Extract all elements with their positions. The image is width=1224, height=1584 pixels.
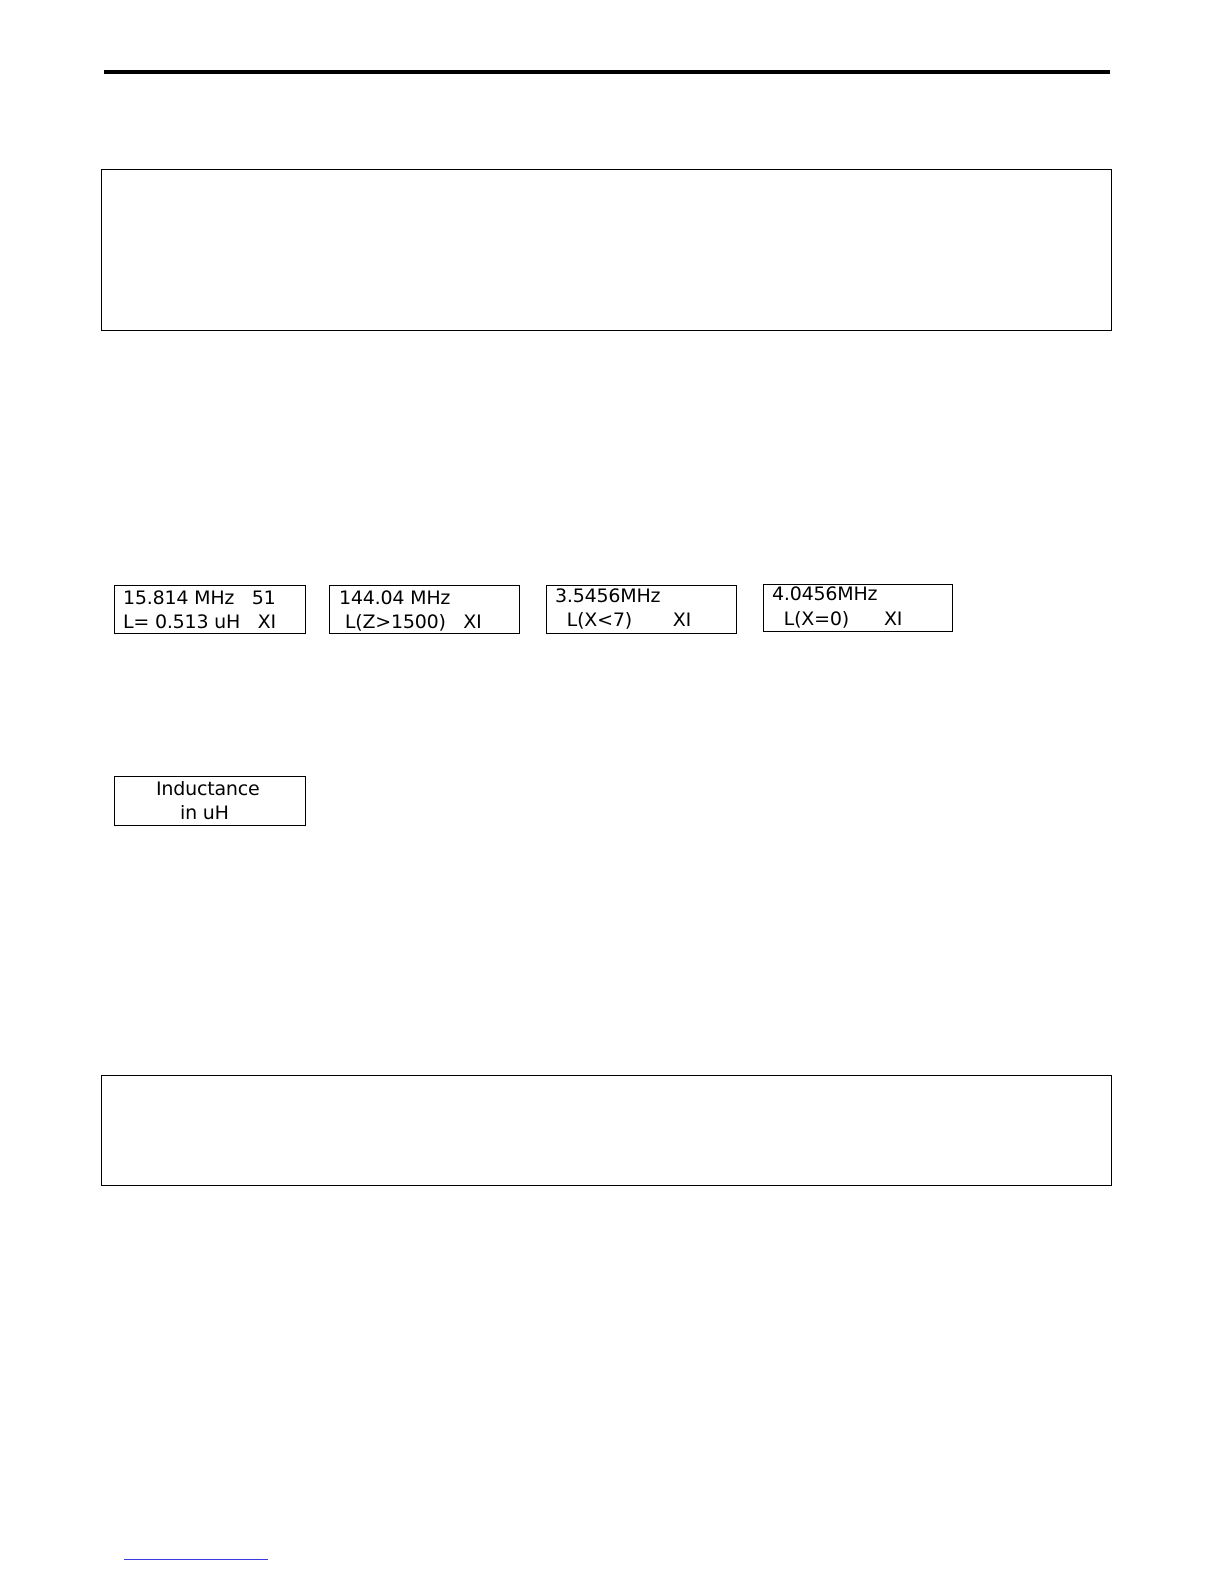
header-rule [104, 70, 1110, 74]
footer-link-underline[interactable] [124, 1559, 268, 1560]
lcd-line-2: L(X=0) XI [772, 608, 903, 630]
lcd-display-1 [114, 585, 306, 634]
lcd-line-1: 15.814 MHz 51 [123, 587, 276, 609]
lcd-line-2: L= 0.513 uH XI [123, 611, 276, 633]
lcd-line-2: in uH [180, 802, 229, 824]
lcd-line-1: 3.5456MHz [555, 585, 661, 607]
lcd-display-3 [546, 585, 737, 634]
lcd-line-2: L(X<7) XI [555, 609, 692, 631]
lcd-line-1: 144.04 MHz [339, 587, 451, 609]
lcd-display-inductance [114, 776, 306, 826]
lcd-line-2: L(Z>1500) XI [339, 611, 482, 633]
text-frame-bottom [101, 1075, 1112, 1186]
lcd-line-1: 4.0456MHz [772, 583, 878, 605]
lcd-display-2 [329, 585, 520, 634]
text-frame-top [101, 169, 1112, 331]
lcd-line-1: Inductance [156, 778, 260, 800]
lcd-display-4 [763, 584, 953, 632]
